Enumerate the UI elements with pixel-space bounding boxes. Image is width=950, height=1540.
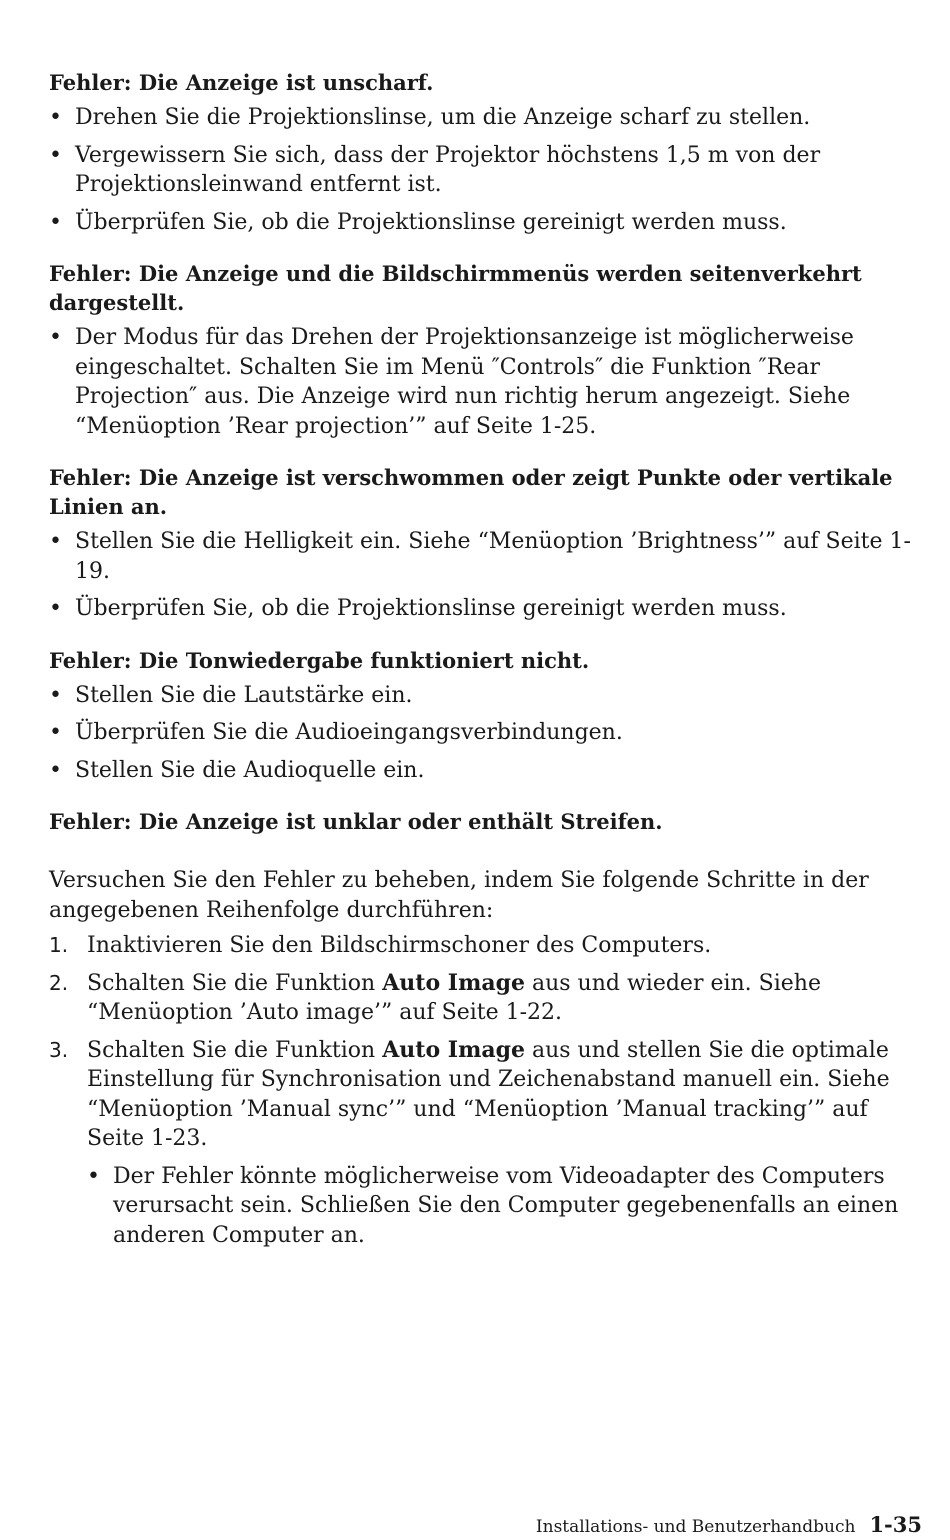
section-unscharf [49,68,921,237]
bullet-icon: • [49,720,62,745]
list-item: • Drehen Sie die Projektionslinse, um die Anzeige scharf zu stellen. [49,103,921,133]
step-item: 1. Inaktivieren Sie den Bildschirmschoner des Computers. [49,931,921,961]
bullet-icon: • [49,325,62,350]
section-seitenverkehrt [49,259,921,441]
section-ton [49,646,921,786]
step-item: 3. Schalten Sie die Funktion Auto Image aus und stellen Sie die optimale Einstellung für Synchronisation und Zeichenabstand manuell ein. Siehe “Menüoption ’Manual sync’” und “Menüoption ’Manual tracking’” auf Seite 1-23. • Der Fehler könnte möglicherweise vom Videoadapter des Computers verursacht sein. Schließen Sie den Computer gegebenenfalls an einen anderen Computer an. [49,1036,921,1251]
section-heading: Fehler: Die Anzeige und die Bildschirmmenüs werden seitenverkehrt dargestellt. [49,261,862,315]
bullet-icon: • [49,682,62,708]
bullet-list [49,527,921,624]
emphasis-term: Auto Image [382,1036,525,1063]
section-heading: Fehler: Die Anzeige ist verschwommen oder zeigt Punkte oder vertikale Linien an. [49,465,893,519]
page-number: 1-35 [869,1512,922,1537]
sub-bullet-list [87,1162,921,1251]
list-item: • Überprüfen Sie, ob die Projektionslinse gereinigt werden muss. [49,208,921,238]
intro-paragraph: Versuchen Sie den Fehler zu beheben, indem Sie folgende Schritte in der angegebenen Reihenfolge durchführen: [49,868,869,923]
page-footer [536,1512,922,1537]
bullet-icon: • [49,105,62,130]
bullet-list [49,323,921,441]
list-item: • Stellen Sie die Audioquelle ein. [49,756,921,786]
list-item: • Überprüfen Sie, ob die Projektionslinse gereinigt werden muss. [49,594,921,624]
list-item: • Überprüfen Sie die Audioeingangsverbindungen. [49,718,921,748]
list-item: • Vergewissern Sie sich, dass der Projektor höchstens 1,5 m von der Projektionsleinwand entfernt ist. [49,142,821,197]
bullet-icon: • [49,757,62,783]
section-heading: Fehler: Die Anzeige ist unscharf. [49,70,434,95]
section-verschwommen [49,463,921,624]
bullet-icon: • [49,142,62,168]
section-heading: Fehler: Die Tonwiedergabe funktioniert nicht. [49,647,590,673]
bullet-icon: • [49,209,62,235]
step-number: 1. [49,933,69,957]
document-page [49,68,921,1272]
bullet-list [49,103,921,237]
bullet-list [49,681,921,786]
list-item: • Der Modus für das Drehen der Projektionsanzeige ist möglicherweise eingeschaltet. Schalten Sie im Menü ″Controls″ die Funktion ″Rear Projection″ aus. Die Anzeige wird nun richtig herum angezeigt. Siehe “Menüoption ’Rear projection’” auf Seite 1-25. [49,325,854,439]
section-heading: Fehler: Die Anzeige ist unklar oder enthält Streifen. [49,809,663,834]
book-title: Installations- und Benutzerhandbuch [535,1517,856,1537]
bullet-icon: • [49,529,62,554]
bullet-icon: • [49,596,62,621]
section-streifen [49,807,921,1250]
bullet-icon: • [87,1163,100,1189]
list-item: • Stellen Sie die Lautstärke ein. [49,681,921,711]
step-number: 3. [49,1037,69,1062]
step-number: 2. [49,970,69,995]
step-list [49,931,921,1250]
list-item: • Der Fehler könnte möglicherweise vom Videoadapter des Computers verursacht sein. Schließen Sie den Computer gegebenenfalls an einen anderen Computer an. [87,1163,899,1248]
list-item: • Stellen Sie die Helligkeit ein. Siehe “Menüoption ’Brightness’” auf Seite 1-19. [49,529,911,584]
step-item: 2. Schalten Sie die Funktion Auto Image aus und wieder ein. Siehe “Menüoption ’Auto image’” auf Seite 1-22. [49,969,821,1025]
emphasis-term: Auto Image [382,969,525,996]
